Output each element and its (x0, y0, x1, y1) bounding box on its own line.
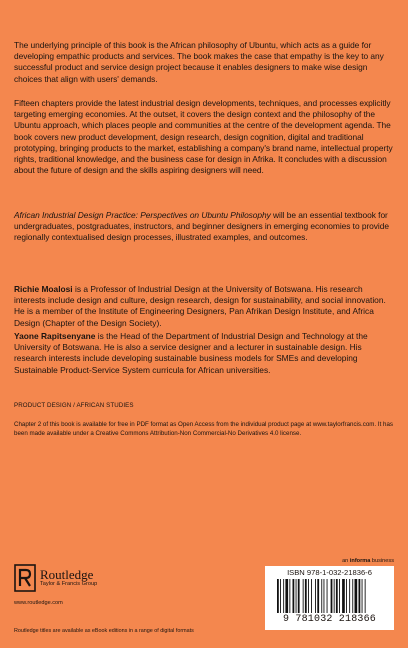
blurb-paragraph-2 (14, 98, 396, 176)
bio-text (14, 284, 396, 329)
publisher-group: Taylor & Francis Group (40, 580, 98, 587)
author-description: is the Head of the Department of Industrial Design and Technology at the University of Botswana. He is also a service designer and a lecturer in sustainable design. His research interests include developing sustainable business models for SMEs and developing Sustainable Product-Service System curricula for African universities. (14, 331, 368, 375)
blurb-paragraph-3 (14, 210, 396, 244)
blurb-paragraph-1 (14, 40, 396, 85)
blurb-text-rest: will be an essential textbook for undergraduates, postgraduates, instructors, and beginner designers in emerging economies to provide regionally contextualised design processes, illustrated examples, and outcomes. (14, 210, 389, 243)
informa-suffix: business (370, 558, 394, 564)
barcode-digits: 9 781032 218366 (282, 614, 376, 625)
author-description: is a Professor of Industrial Design at the University of Botswana. His research interests include design and culture, design research, design for sustainability, and social innovation. He is a member of the Institute of Engineering Designers, Pan Afrikan Design Institute, and Africa Design (Chapter of the Design Society). (14, 284, 386, 328)
routledge-r-icon (14, 564, 36, 592)
blurb-text: Fifteen chapters provide the latest industrial design developments, techniques, and processes explicitly targeting emerging economies. At the outset, it covers the design context and the philosophy of the Ubuntu approach, which places people and communities at the centre of the development agenda. The book covers new product development, design research, design cognition, digital and traditional prototyping, bringing products to the market, establishing a company's brand name, intellectual property rights, traditional knowledge, and the business case for design in Afrika. It concludes with a discussion about the future of design and the skills aspiring designers will need. (14, 98, 393, 176)
open-access-note: Chapter 2 of this book is available for free in PDF format as Open Access from the individual product page at www.taylorfrancis.com. It has been made available under a Creative Commons Attribution-Non Commercial-No Derivatives 4.0 license. (14, 421, 393, 437)
publisher-website: www.routledge.com (14, 600, 63, 606)
isbn-label: ISBN 978-1-032-21836-6 (287, 568, 372, 577)
publisher-wordmark (40, 568, 97, 588)
blurb-text (14, 210, 396, 244)
subject-category: PRODUCT DESIGN / AFRICAN STUDIES (14, 402, 134, 409)
informa-prefix: an (342, 558, 350, 564)
author-bio-1 (14, 284, 396, 329)
author-name: Yaone Rapitsenyane (14, 331, 96, 341)
publisher-logo (14, 564, 97, 592)
ebook-note: Routledge titles are available as eBook editions in a range of digital formats (14, 628, 194, 634)
informa-brand: informa (349, 558, 371, 564)
barcode-bars (277, 579, 382, 613)
bio-text (14, 331, 396, 376)
informa-business-tag (342, 558, 394, 564)
author-bio-2 (14, 331, 396, 376)
book-title-italic: African Industrial Design Practice: Perspectives on Ubuntu Philosophy (14, 210, 271, 220)
blurb-text: The underlying principle of this book is the African philosophy of Ubuntu, which acts as a guide for developing empathic products and services. The book makes the case that empathy is the key to any successful product and service design project because it enables designers to make wise design choices that align with users' demands. (14, 40, 384, 84)
author-name: Richie Moalosi (14, 284, 73, 294)
publisher-name: Routledge (40, 567, 94, 583)
barcode (265, 566, 394, 630)
